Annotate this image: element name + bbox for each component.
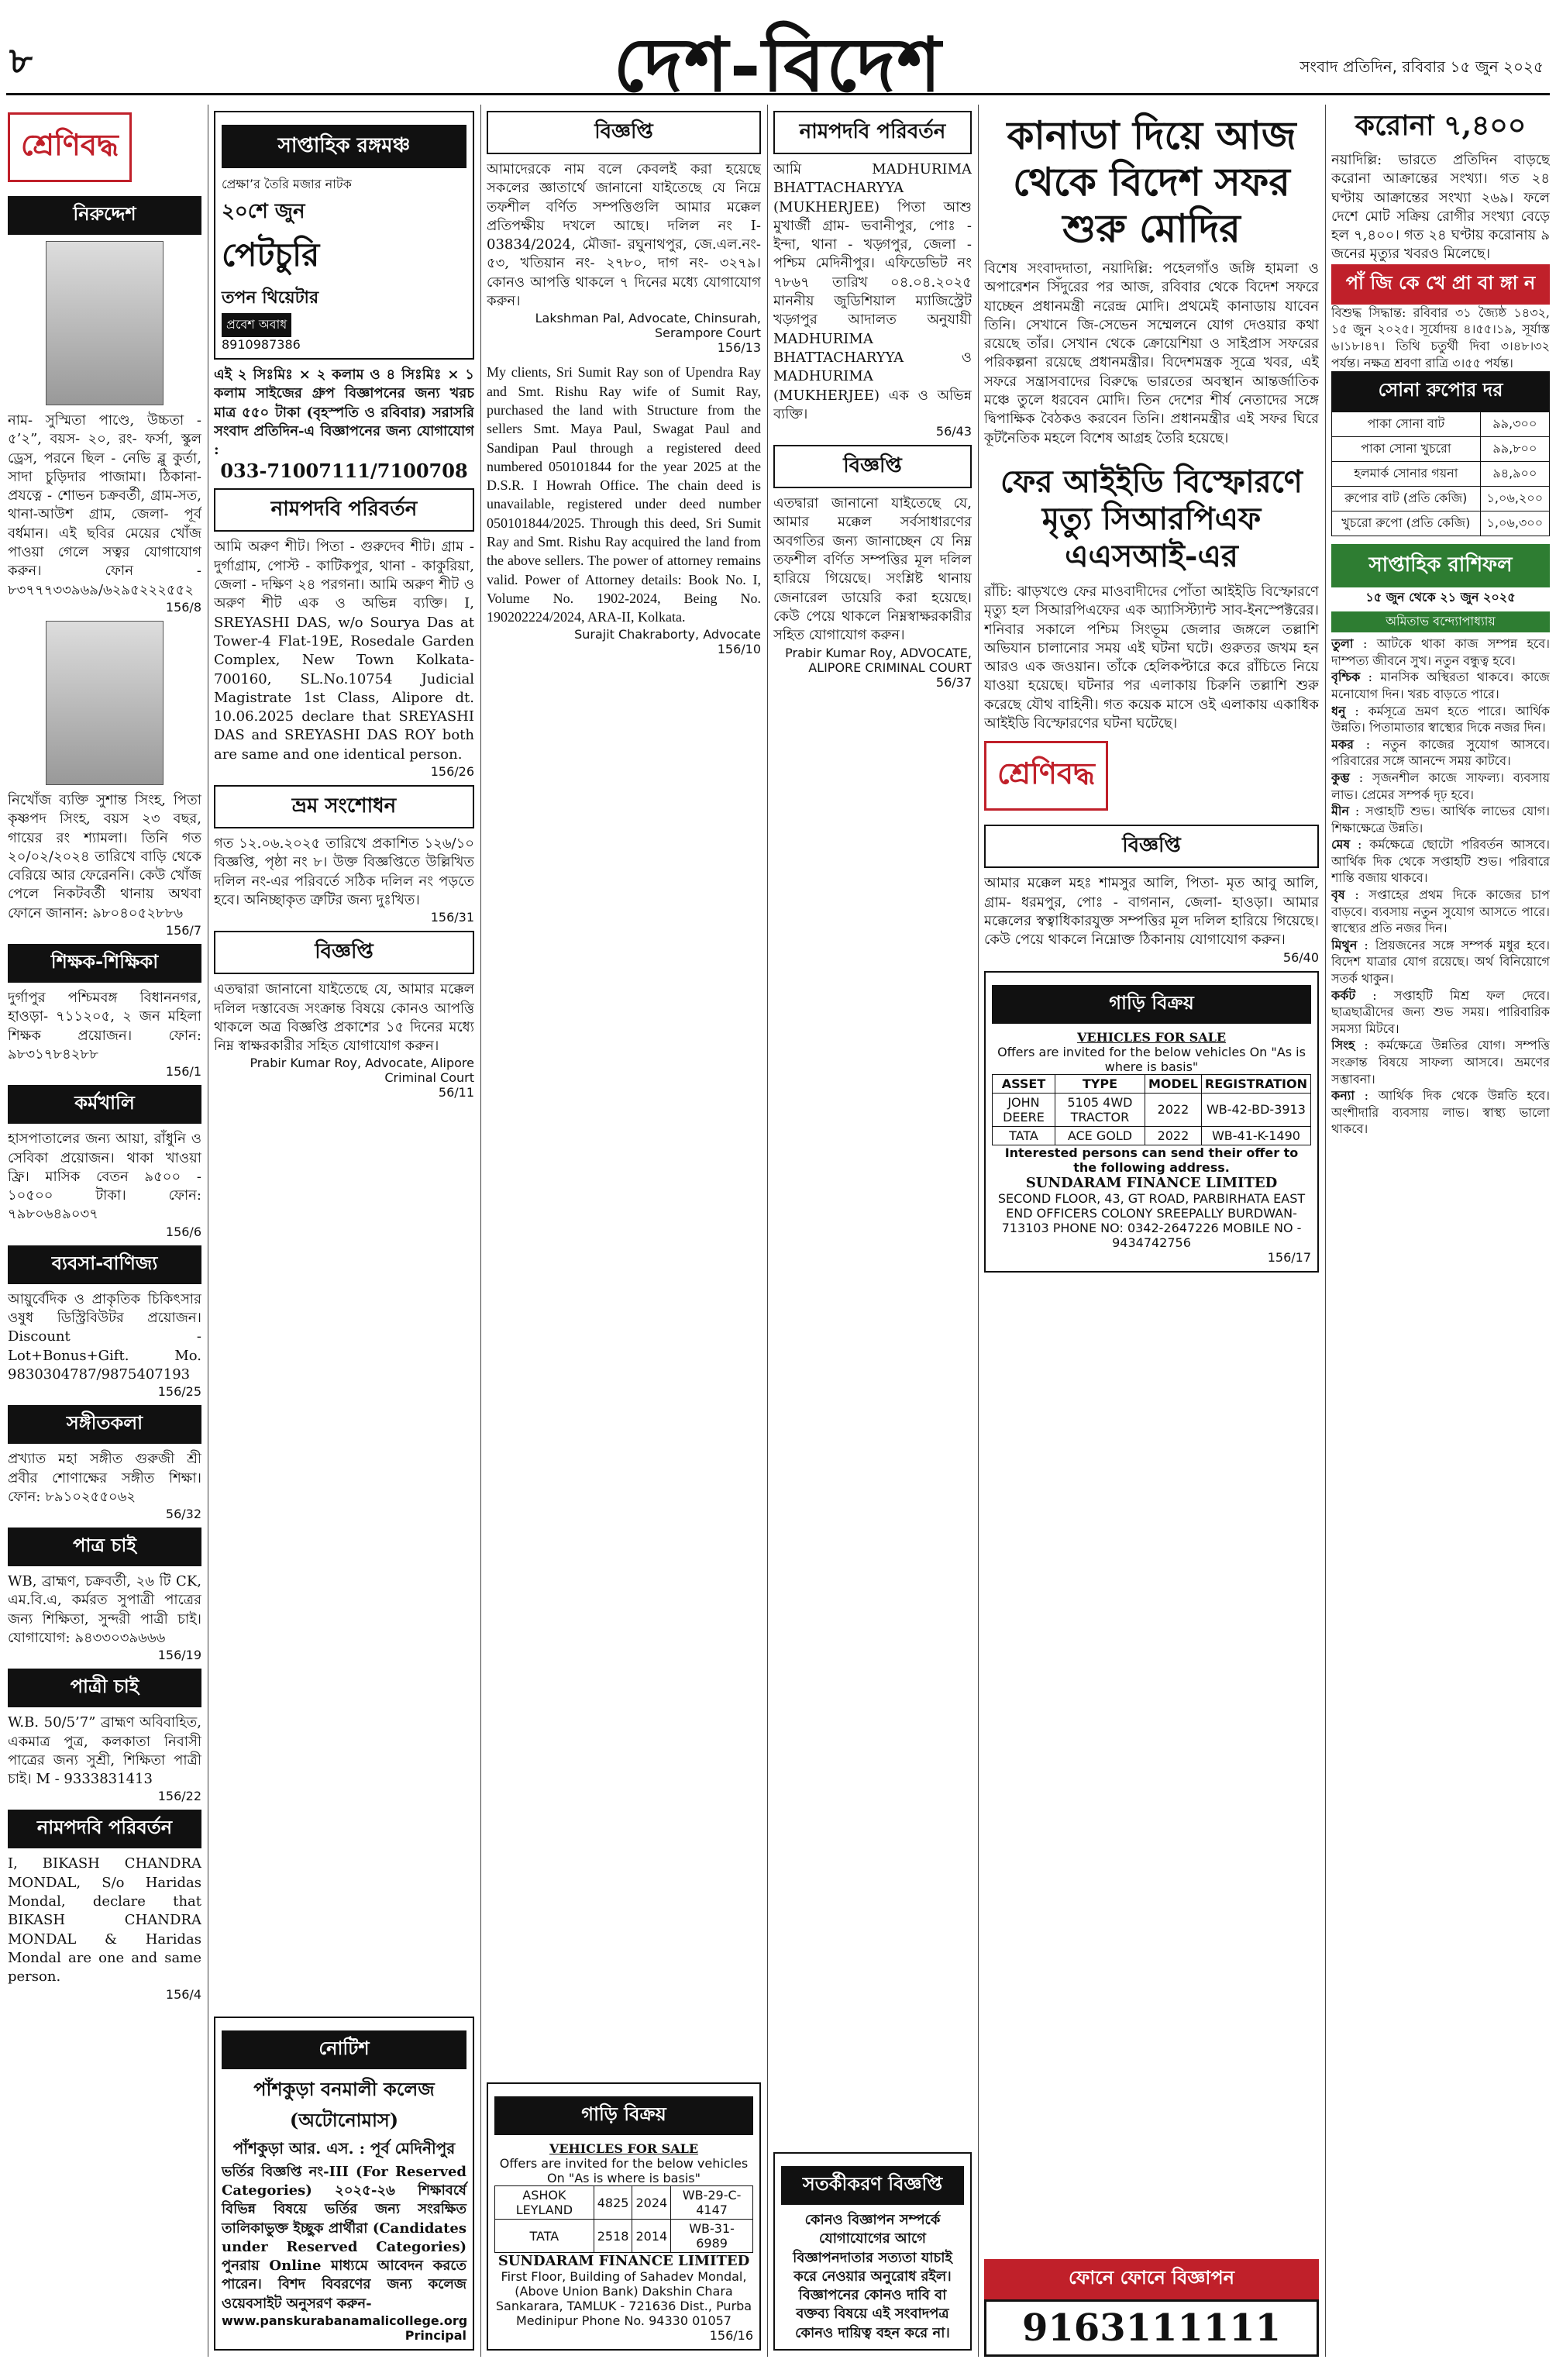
namechange-heading: নামপদবি পরিবর্তন [773, 111, 972, 154]
table-header: TYPE [1055, 1074, 1145, 1093]
table-cell: WB-31-6989 [671, 2220, 753, 2253]
theatre-entry: প্রবেশ অবাধ [222, 313, 291, 337]
dateline: সংবাদ প্রতিদিন, রবিবার ১৫ জুন ২০২৫ [1300, 57, 1544, 76]
table-cell: TATA [495, 2220, 594, 2253]
namechange-heading: নামপদবি পরিবর্তন [214, 488, 474, 532]
sign-text: মানসিক অস্থিরতা থাকবে। কাজে মনোযোগ দিন। খরচ বাড়তে পারে। [1331, 670, 1550, 701]
car-company: SUNDARAM FINANCE LIMITED [1025, 1174, 1278, 1191]
sign-text: কর্মক্ষেত্রে ছোটো পরিবর্তন আসবে। আর্থিক দিক থেকে সপ্তাহটি শুভ। পরিবারে শান্তি বজায় থাকবে। [1331, 837, 1550, 886]
table-cell: 2022 [1145, 1126, 1201, 1145]
table-cell: WB-29-C-4147 [671, 2186, 753, 2220]
car-address: First Floor, Building of Sahadev Mondal, (Above Union Bank) Dakshin Chara Sankarara, TAMLUK - 721636 Dist., Purba Medinipur Phone No. 94330 01057 [495, 2269, 752, 2328]
sign-name: কন্যা [1331, 1088, 1355, 1104]
table-cell: 2518 [594, 2220, 632, 2253]
table-cell: ৯৯,৩০০ [1480, 412, 1549, 437]
story2-headline: ফের আইইডি বিস্ফোরণে মৃত্যু সিআরপিএফ এএসআই-এর [1000, 463, 1303, 574]
horoscope-sign: মিথুন : প্রিয়জনের সঙ্গে সম্পর্ক মধুর হবে। বিদেশ যাত্রার যোগ রয়েছে। অর্থ বিনিয়োগে সতর্ক থাকুন। [1331, 937, 1550, 987]
horoscope-author: অমিতাভ বন্দ্যোপাধ্যায় [1331, 611, 1550, 632]
horoscope-sign: মেষ : কর্মক্ষেত্রে ছোটো পরিবর্তন আসবে। আর্থিক দিক থেকে সপ্তাহটি শুভ। পরিবারে শান্তি বজায় থাকবে। [1331, 837, 1550, 886]
sidebar-column [1331, 105, 1550, 2357]
sign-text: নতুন কাজের সুযোগ আসবে। পরিবারের সঙ্গে আনন্দে সময় কাটবে। [1331, 736, 1550, 769]
lead-story: বিশেষ সংবাদদাতা, নয়াদিল্লি: পহেলগাঁও জঙ্গি হামলা ও অপারেশন সিঁদুরের পর আজ, রবিবার থেকে বিদেশ সফরে যাচ্ছেন প্রধানমন্ত্রী নরেন্দ্র মোদি। প্রথমেই কানাডায় যাবেন তিনি। সেখানে জি-সেভেন সম্মেলনে যোগ দেওয়ার কথা রয়েছে তাঁর। সেখান থেকে ক্রোয়েশিয়া ও সাইপ্রাস সফরের পরিকল্পনা রয়েছে প্রধানমন্ত্রীর। বিদেশমন্ত্রক সূত্রে খবর, এই সফরে সন্ত্রাসবাদের বিরুদ্ধে ভারতের অবস্থান আন্তর্জাতিক মঞ্চে তুলে ধরবেন মোদি। তিন দেশের শীর্ষ নেতাদের সঙ্গে দ্বিপাক্ষিক বৈঠকও করবেন তিনি। প্রধানমন্ত্রীর এই সফর ঘিরে কূটনৈতিক মহলে বিশেষ আগ্রহ তৈরি হয়েছে। [984, 260, 1319, 446]
column-divider [480, 105, 481, 2357]
sign-name: মকর [1331, 736, 1354, 752]
caution-text: কোনও বিজ্ঞাপন সম্পর্কে যোগাযোগের আগে বিজ্ঞাপনদাতার সত্যতা যাচাই করে নেওয়ার অনুরোধ রইল। বিজ্ঞাপনের কোনও দাবি বা বক্তব্য বিষয়ে এই সংবাদপত্র কোনও দায়িত্ব বহন করে না। [793, 2211, 952, 2341]
notices-column-3 [487, 105, 761, 2357]
phone-ad-heading: ফোনে ফোনে বিজ্ঞাপন [984, 2259, 1319, 2299]
tutor-heading: শিক্ষক-শিক্ষিকা [8, 944, 201, 983]
notice-text: আমাদেরকে নাম বলে কেবলই করা হয়েছে সকলের জ্ঞাতার্থে জানানো যাইতেছে যে নিম্নে তফশীল বর্ণিত সম্পত্তিগুলি আমার মক্কেল প্রতিপক্ষীয় দখলে আছে। দলিল নং I-03834/2024, মৌজা- রঘুনাথপুর, জে.এল.নং- ৫৩, খতিয়ান নং- ২৭৮০, দাগ নং- ৩২৭৯। কোনও আপত্তি থাকলে ৭ দিনের মধ্যে যোগাযোগ করুন। [487, 161, 761, 310]
ad-ref: 56/11 [438, 1085, 474, 1100]
namechange-text: আমি MADHURIMA BHATTACHARYYA (MUKHERJEE) পিতা আশু মুখার্জী গ্রাম- ভবানীপুর, পোঃ - ইন্দা, থানা - খড়্গপুর, জেলা - পশ্চিম মেদিনীপুর। এফিডেভিট নং ৭৮৬৭ তারিখ ০৪.০৪.২০২৫ মাননীয় জুডিশিয়াল ম্যাজিস্ট্রেট খড়্গপুর আদালত অনুযায়ী MADHURIMA BHATTACHARYYA ও MADHURIMA (MUKHERJEE) এক ও অভিন্ন ব্যক্তি। [773, 161, 972, 422]
vehicle-table [992, 1074, 1311, 1145]
college-heading: নোটিশ [222, 2030, 466, 2069]
header-rule [6, 93, 1550, 95]
sign-text: সপ্তাহটি মিশ্র ফল দেবে। ছাত্রছাত্রীদের জন্য শুভ সময়। পারিবারিক সমস্যা মিটবে। [1331, 987, 1550, 1036]
table-row [1332, 437, 1550, 462]
page-number: ৮ [9, 40, 33, 81]
missing-heading: নিরুদ্দেশ [8, 196, 201, 235]
table-cell: 4825 [594, 2186, 632, 2220]
vehicle-sale-ad [984, 971, 1319, 1273]
ad-ref: 56/40 [1282, 949, 1319, 965]
college-notice-ad [214, 2017, 474, 2351]
horoscope-sign: মকর : নতুন কাজের সুযোগ আসবে। পরিবারের সঙ্গে আনন্দে সময় কাটবে। [1331, 736, 1550, 769]
car-heading: গাড়ি বিক্রয় [494, 2096, 753, 2135]
car-title: VEHICLES FOR SALE [549, 2141, 699, 2156]
phone-ad [984, 2259, 1319, 2357]
column-divider [1325, 105, 1326, 2357]
car-note: Interested persons can send their offer to the following address. [1004, 1145, 1299, 1175]
notices-column-4 [773, 105, 972, 2357]
vehicle-table [494, 2185, 753, 2253]
sign-name: বৃশ্চিক [1331, 670, 1361, 685]
corona-text: নয়াদিল্লি: ভারতে প্রতিদিন বাড়ছে করোনা আক্রান্তের সংখ্যা। গত ২৪ ঘণ্টায় আক্রান্তের সংখ্যা ২৬৯। ফলে দেশে মোট সক্রিয় রোগীর সংখ্যা বেড়ে হল ৭,৪০০। গত ২৪ ঘণ্টায় করোনায় ৯ জনের মৃত্যুর খবরও মিলেছে। [1331, 152, 1550, 263]
horoscope-sign: কন্যা : আর্থিক দিক থেকে উন্নতি হবে। অংশীদারি ব্যবসায় লাভ। স্বাস্থ্য ভালো থাকবে। [1331, 1088, 1550, 1137]
theatre-venue: তপন থিয়েটার [222, 288, 319, 308]
table-cell: রুপোর বাট (প্রতি কেজি) [1332, 487, 1481, 511]
english-signature: Surajit Chakraborty, Advocate [574, 626, 761, 642]
horoscope-sign: কুম্ভ : সৃজনশীল কাজে সাফল্য। ব্যবসায় লাভ। প্রেমের সম্পর্ক দৃঢ় হবে। [1331, 770, 1550, 802]
sign-name: কর্কট [1331, 987, 1356, 1003]
missing-person-photo [46, 241, 164, 405]
horoscope-heading: সাপ্তাহিক রাশিফল [1331, 544, 1550, 587]
table-row [495, 2220, 753, 2253]
public-caution-notice [773, 2152, 972, 2351]
sign-text: কর্মসূত্রে ভ্রমণ হতে পারে। আর্থিক উন্নতি। পিতামাতার স্বাস্থ্যের দিকে নজর দিন। [1331, 703, 1550, 735]
horoscope-sign: বৃশ্চিক : মানসিক অস্থিরতা থাকবে। কাজে মনোযোগ দিন। খরচ বাড়তে পারে। [1331, 670, 1550, 701]
notice-signature: Prabir Kumar Roy, Advocate, Alipore Criminal Court [250, 1056, 474, 1086]
english-notice: My clients, Sri Sumit Ray son of Upendra Ray and Smt. Rishu Ray wife of Sumit Ray, purchased the land with Structure from the sellers Smt. Maya Paul, Swagat Paul and Sandipan Paul through a registered deed numbered 050101844 for the year 2025 at the D.S.R. I Howrah Office. The chain deed is unavailable, registered under deed number 050101844/2025. Through this deed, Sri Sumit Ray and Smt. Rishu Ray acquired the land from the above sellers. The power of attorney remains valid. Power of Attorney details: Book No. I, Volume No. 1902-2024, Being No. 190202224/2024, ARA-II, Kolkata. [487, 364, 761, 625]
ad-ref: 156/13 [717, 340, 761, 356]
job-text: হাসপাতালের জন্য আয়া, রাঁধুনি ও সেবিকা প্রয়োজন। থাকা খাওয়া ফ্রি। মাসিক বেতন ৯৫০০ - ১০৫০০ টাকা। ফোন: ৭৯৮০৬৪৯০৩৭ [8, 1131, 201, 1223]
table-cell: 2024 [632, 2186, 671, 2220]
table-cell: JOHN DEERE [993, 1093, 1055, 1126]
horoscope-sign: সিংহ : কর্মক্ষেত্রে উন্নতির যোগ। সম্পত্তি সংক্রান্ত বিষয়ে সাফল্য আসবে। ভ্রমণের সম্ভাবনা। [1331, 1038, 1550, 1087]
table-row [495, 2186, 753, 2220]
sign-text: প্রিয়জনের সঙ্গে সম্পর্ক মধুর হবে। বিদেশ যাত্রার যোগ রয়েছে। অর্থ বিনিয়োগে সতর্ক থাকুন। [1331, 937, 1550, 987]
sign-name: মিথুন [1331, 937, 1358, 952]
business-heading: ব্যবসা-বাণিজ্য [8, 1245, 201, 1284]
classified-banner: শ্রেণিবদ্ধ [984, 741, 1108, 811]
car-address: SECOND FLOOR, 43, GT ROAD, PARBIRHATA EAST END OFFICERS COLONY SREEPALLY BURDWAN-713103 PHONE NO: 0342-2647226 MOBILE NO - 9434742756 [997, 1190, 1306, 1250]
table-cell: পাকা সোনা বাট [1332, 412, 1481, 437]
sign-text: আর্থিক দিক থেকে উন্নতি হবে। অংশীদারি ব্যবসায় লাভ। স্বাস্থ্য ভালো থাকবে। [1331, 1088, 1550, 1137]
bride-heading: পাত্রী চাই [8, 1669, 201, 1707]
phone-ad-number[interactable]: 9163111111 [984, 2299, 1319, 2357]
table-cell: 2022 [1145, 1093, 1201, 1126]
car-company: SUNDARAM FINANCE LIMITED [497, 2253, 750, 2269]
college-name: পাঁশকুড়া বনমালী কলেজ (অটোনোমাস) [253, 2077, 435, 2131]
sign-text: সপ্তাহের প্রথম দিকে কাজের চাপ বাড়বে। ব্যবসায় নতুন সুযোগ আসতে পারে। স্বাস্থ্যের প্রতি নজর দিন। [1331, 887, 1550, 936]
car-subtitle: Offers are invited for the below vehicles On "As is where is basis" [997, 1044, 1306, 1074]
namechange-text: I, BIKASH CHANDRA MONDAL, S/o Haridas Mondal, declare that BIKASH CHANDRA MONDAL & Haridas Mondal are one and same person. [8, 1855, 201, 1986]
correction-heading: ভ্রম সংশোধন [214, 785, 474, 828]
classified-column [8, 105, 201, 2357]
correction-text: গত ১২.০৬.২০২৫ তারিখে প্রকাশিত ১২৬/১০ বিজ্ঞপ্তি, পৃষ্ঠা নং ৮। উক্ত বিজ্ঞপ্তিতে উল্লিখিত দলিল নং-এর পরিবর্তে সঠিক দলিল নং পড়তে হবে। অনিচ্ছাকৃত ত্রুটির জন্য দুঃখিত। [214, 835, 474, 908]
job-heading: কর্মখালি [8, 1085, 201, 1124]
caution-heading: সতর্কীকরণ বিজ্ঞপ্তি [781, 2166, 964, 2205]
gold-price-table [1331, 412, 1550, 536]
table-row [993, 1074, 1311, 1093]
college-signature: Principal [404, 2328, 466, 2343]
horoscope-sign: ধনু : কর্মসূত্রে ভ্রমণ হতে পারে। আর্থিক উন্নতি। পিতামাতার স্বাস্থ্যের দিকে নজর দিন। [1331, 703, 1550, 735]
news-column [984, 105, 1319, 2357]
ad-ref: 156/4 [165, 1986, 201, 2002]
table-cell: খুচরো রুপো (প্রতি কেজি) [1332, 511, 1481, 536]
vehicle-sale-ad [487, 2082, 761, 2351]
table-row [1332, 511, 1550, 536]
missing-text: নিখোঁজ ব্যক্তি সুশান্ত সিংহ, পিতা কৃষ্ণপদ সিংহ, বয়স ২৩ বছর, গায়ের রং শ্যামলা। তিনি গত ২০/০২/২০২৪ তারিখে বাড়ি থেকে বেরিয়ে আর ফেরেননি। কেউ খোঁজ পেলে নিকটবর্তী থানায় অথবা ফোনে জানান: ৯৮০৪০৫২৮৮৬ [8, 791, 201, 921]
classified-banner: শ্রেণিবদ্ধ [8, 112, 132, 182]
sign-text: আটকে থাকা কাজ সম্পন্ন হবে। দাম্পত্য জীবনে সুখ। নতুন বন্ধুত্ব হবে। [1331, 636, 1550, 668]
theatre-group: প্রেক্ষা’র তৈরি মজার নাটক [222, 177, 352, 191]
corona-headline: করোনা ৭,৪০০ [1355, 109, 1527, 142]
notice-heading: বিজ্ঞপ্তি [487, 111, 761, 154]
ad-ref: 156/25 [157, 1384, 201, 1400]
rate-phone: 033-71007111/7100708 [220, 460, 468, 483]
sign-text: কর্মক্ষেত্রে উন্নতির যোগ। সম্পত্তি সংক্রান্ত বিষয়ে সাফল্য আসবে। ভ্রমণের সম্ভাবনা। [1331, 1038, 1550, 1087]
table-cell: ৯৯,৮০০ [1480, 437, 1549, 462]
sign-text: সৃজনশীল কাজে সাফল্য। ব্যবসায় লাভ। প্রেমের সম্পর্ক দৃঢ় হবে। [1331, 770, 1550, 802]
table-cell: 2014 [632, 2220, 671, 2253]
table-cell: 5105 4WD TRACTOR [1055, 1093, 1145, 1126]
section-masthead: দেশ-বিদেশ [613, 21, 943, 108]
rate-text: এই ২ সিঃমিঃ × ২ কলাম ও ৪ সিঃমিঃ × ১ কলাম সাইজের গ্রুপ বিজ্ঞাপনের জন্য খরচ মাত্র ৫৫০ টাকা (বৃহস্পতি ও রবিবার) সরাসরি সংবাদ প্রতিদিন-এ বিজ্ঞাপনের জন্য যোগাযোগ : [214, 367, 474, 459]
theatre-title: পেটচুরি [222, 236, 320, 274]
theatre-date: ২০শে জুন [222, 200, 305, 223]
ad-ref: 156/10 [717, 641, 761, 656]
table-header: REGISTRATION [1201, 1074, 1310, 1093]
ad-ref: 156/26 [430, 764, 474, 780]
table-cell: ১,০৬,২০০ [1480, 487, 1549, 511]
table-header: ASSET [993, 1074, 1055, 1093]
table-row [993, 1093, 1311, 1126]
theatre-ad [214, 111, 474, 360]
ad-ref: 156/7 [165, 923, 201, 939]
ad-ref: 56/43 [935, 424, 972, 439]
gold-price-heading: সোনা রুপোর দর [1331, 371, 1550, 412]
business-text: আয়ুর্বেদিক ও প্রাকৃতিক চিকিৎসার ওষুধ ডিস্ট্রিবিউটর প্রয়োজন। Discount - Lot+Bonus+Gift. Mo. 9830304787/9875407193 [8, 1290, 201, 1383]
sign-name: মীন [1331, 804, 1350, 819]
groom-text: WB, ব্রাহ্মণ, চক্রবর্তী, ২৬ টি CK, এম.বি.এ, কর্মরত সুপাত্রী পাত্রের জন্য শিক্ষিতা, সুন্দরী পাত্রী চাই। যোগাযোগ: ৯৪৩৩০৩৯৬৬৬ [8, 1573, 201, 1646]
namechange-heading: নামপদবি পরিবর্তন [8, 1810, 201, 1848]
horoscope-dates: ১৫ জুন থেকে ২১ জুন ২০২৫ [1365, 590, 1516, 605]
tutor-text: দুর্গাপুর পশ্চিমবঙ্গ বিধাননগর, হাওড়া- ৭১১২০৫, ২ জন মহিলা শিক্ষক প্রয়োজন। ফোন: ৯৮৩১৭৮৪২৮৮ [8, 990, 201, 1063]
panjika-text: বিশুদ্ধ সিদ্ধান্ত: রবিবার ৩১ জ্যৈষ্ঠ ১৪৩২, ১৫ জুন ২০২৫। সূর্যোদয় ৪।৫৫।১৯, সূর্যাস্ত ৬।১৮।৪৭। তিথি চতুর্থী দিবা ৩।৪৮।৩২ পর্যন্ত। নক্ষত্র শ্রবণা রাত্রি ৩।৫৫ পর্যন্ত। [1331, 305, 1550, 370]
table-cell: TATA [993, 1126, 1055, 1145]
theatre-heading: সাপ্তাহিক রঙ্গমঞ্চ [222, 125, 466, 168]
sign-text: সপ্তাহটি শুভ। আর্থিক লাভের যোগ। শিক্ষাক্ষেত্রে উন্নতি। [1331, 804, 1550, 835]
theatre-phone: 8910987386 [222, 337, 301, 352]
college-address: পাঁশকুড়া আর. এস. : পূর্ব মেদিনীপুর [232, 2138, 456, 2158]
horoscope-sign: মীন : সপ্তাহটি শুভ। আর্থিক লাভের যোগ। শিক্ষাক্ষেত্রে উন্নতি। [1331, 804, 1550, 835]
horoscope-sign: তুলা : আটকে থাকা কাজ সম্পন্ন হবে। দাম্পত্য জীবনে সুখ। নতুন বন্ধুত্ব হবে। [1331, 636, 1550, 668]
lead-headline: কানাডা দিয়ে আজ থেকে বিদেশ সফর শুরু মোদির [1007, 112, 1296, 251]
ad-ref: 56/37 [935, 674, 972, 690]
notice-heading: বিজ্ঞপ্তি [214, 931, 474, 974]
column-divider [978, 105, 979, 2357]
notice-signature: Lakshman Pal, Advocate, Chinsurah, Serampore Court [535, 311, 761, 341]
table-cell: WB-42-BD-3913 [1201, 1093, 1310, 1126]
music-text: প্রখ্যাত মহা সঙ্গীত গুরুজী শ্রী প্রবীর শোণাক্ষের সঙ্গীত শিক্ষা। ফোন: ৮৯১০২৫৫০৬২ [8, 1451, 201, 1505]
ad-ref: 156/22 [157, 1789, 201, 1804]
panjika-heading: পাঁ জি কে খে প্রা বা ঙ্গা ন [1331, 264, 1550, 305]
notices-column-2 [214, 105, 474, 2357]
column-divider [767, 105, 768, 2357]
missing-person-photo [46, 621, 164, 785]
horoscope-sign: বৃষ : সপ্তাহের প্রথম দিকে কাজের চাপ বাড়বে। ব্যবসায় নতুন সুযোগ আসতে পারে। স্বাস্থ্যের প্রতি নজর দিন। [1331, 887, 1550, 936]
notice-text: আমার মক্কেল মহঃ শামসুর আলি, পিতা- মৃত আবু আলি, গ্রাম- ধরমপুর, পোঃ - বাগনান, জেলা- হাওড়া। আমার মক্কেলের স্বত্বাধিকারযুক্ত সম্পত্তির মূল দলিল হারিয়ে গিয়েছে। কেউ পেয়ে থাকলে নিম্নোক্ত ঠিকানায় যোগাযোগ করুন। [984, 875, 1319, 949]
notice-heading: বিজ্ঞপ্তি [773, 445, 972, 488]
missing-text: নাম- সুস্মিতা পাণ্ডে, উচ্চতা - ৫’২”, বয়স- ২০, রং- ফর্সা, স্কুল ড্রেস, পরনে ছিল - নেভি ব্লু কুর্তা, সাদা চুড়িদার পাজামা। ঠিকানা- প্রযত্নে - শোভন চক্রবর্তী, গ্রাম-সত, থানা-আউশ গ্রাম, জেলা- পূর্ব বর্ধমান। এই ছবির মেয়ের খোঁজ পাওয়া গেলে সত্বর যোগাযোগ করুন। ফোন - ৮৩৭৭৭৩৩৯৬৯/৬২৯৫২২২৫৫২ [8, 412, 201, 598]
car-subtitle: Offers are invited for the below vehicles On "As is where is basis" [499, 2156, 749, 2185]
table-cell: পাকা সোনা খুচরো [1332, 437, 1481, 462]
ad-ref: 156/19 [157, 1648, 201, 1663]
sign-name: তুলা [1331, 636, 1354, 652]
table-row [1332, 487, 1550, 511]
table-cell: ACE GOLD [1055, 1126, 1145, 1145]
ad-ref: 156/17 [1267, 1249, 1311, 1265]
ad-ref: 156/8 [165, 599, 201, 615]
story2-text: রাঁচি: ঝাড়খণ্ডে ফের মাওবাদীদের পোঁতা আইইডি বিস্ফোরণে মৃত্যু হল সিআরপিএফের এক অ্যাসিস্ট্যান্ট সাব-ইনস্পেক্টরের। শনিবার সকালে পশ্চিম সিংভূম জেলার জঙ্গলে তল্লাশি অভিযান চালানোর সময় এই ঘটনা ঘটে। গুরুতর জখম হন আরও এক জওয়ান। তাঁকে হেলিকপ্টারে করে রাঁচিতে নিয়ে যাওয়া হয়েছে। ঘটনার পর এলাকায় চিরুনি তল্লাশি শুরু করেছে যৌথ বাহিনী। গত কয়েক মাসে ওই এলাকায় একাধিক আইইডি বিস্ফোরণের ঘটনা ঘটেছে। [984, 583, 1319, 732]
bride-text: W.B. 50/5’7” ব্রাহ্মণ অবিবাহিত, একমাত্র পুত্র, কলকাতা নিবাসী পাত্রের জন্য সুশ্রী, শিক্ষিতা পাত্রী চাই। M - 9333831413 [8, 1714, 201, 1788]
groom-heading: পাত্র চাই [8, 1528, 201, 1566]
horoscope-sign: কর্কট : সপ্তাহটি মিশ্র ফল দেবে। ছাত্রছাত্রীদের জন্য শুভ সময়। পারিবারিক সমস্যা মিটবে। [1331, 987, 1550, 1036]
table-header: MODEL [1145, 1074, 1201, 1093]
table-cell: WB-41-K-1490 [1201, 1126, 1310, 1145]
table-cell: হলমার্ক সোনার গয়না [1332, 462, 1481, 487]
ad-ref: 56/32 [165, 1507, 201, 1522]
table-cell: ১,০৬,৩০০ [1480, 511, 1549, 536]
table-cell: ASHOK LEYLAND [495, 2186, 594, 2220]
car-title: VEHICLES FOR SALE [1076, 1029, 1227, 1045]
notice-heading: বিজ্ঞপ্তি [984, 825, 1319, 868]
ad-ref: 156/1 [165, 1064, 201, 1080]
table-row [1332, 462, 1550, 487]
sign-name: কুম্ভ [1331, 770, 1350, 785]
car-heading: গাড়ি বিক্রয় [992, 985, 1311, 1024]
music-heading: সঙ্গীতকলা [8, 1405, 201, 1444]
ad-ref: 156/6 [165, 1224, 201, 1239]
table-row [1332, 412, 1550, 437]
sign-name: সিংহ [1331, 1038, 1355, 1053]
table-row [993, 1126, 1311, 1145]
college-website[interactable]: www.panskurabanamalicollege.org [222, 2313, 468, 2328]
sign-name: ধনু [1331, 703, 1346, 718]
table-cell: ৯৪,৯০০ [1480, 462, 1549, 487]
sign-name: বৃষ [1331, 887, 1345, 903]
notice-text: এতদ্বারা জানানো যাইতেছে যে, আমার মক্কেল দলিল দস্তাবেজ সংক্রান্ত বিষয়ে কোনও আপত্তি থাকলে অত্র বিজ্ঞপ্তি প্রকাশের ১৫ দিনের মধ্যে নিম্ন স্বাক্ষরকারীর সহিত যোগাযোগ করুন। [214, 981, 474, 1055]
sign-name: মেষ [1331, 837, 1351, 852]
notice-signature: Prabir Kumar Roy, ADVOCATE, ALIPORE CRIMINAL COURT [785, 645, 972, 675]
ad-ref: 156/16 [709, 2328, 753, 2343]
namechange-text: আমি অরুণ শীট। পিতা - গুরুদেব শীট। গ্রাম - দুর্গাগ্রাম, পোস্ট - কাটিকপুর, থানা - কাকুরিয়া, জেলা - দক্ষিণ ২৪ পরগনা। আমি অরুণ শীট ও অরুণ শীট এক ও অভিন্ন ব্যক্তি। I, SREYASHI DAS, w/o Sourya Das at Tower-4 Flat-19E, Rosedale Garden Complex, New Town Kolkata-700160, SL.No.10754 Judicial Magistrate 1st Class, Alipore dt. 10.06.2025 declare that SREYASHI DAS and SREYASHI DAS ROY both are same and one identical person. [214, 539, 474, 763]
notice-text: এতদ্বারা জানানো যাইতেছে যে, আমার মক্কেল সর্বসাধারণের অবগতির জন্য জানাচ্ছেন যে নিম্ন তফশীল বর্ণিত সম্পত্তির মূল দলিল হারিয়ে গিয়েছে। সংশ্লিষ্ট থানায় জেনারেল ডায়েরি করা হয়েছে। কেউ পেয়ে থাকলে নিম্নস্বাক্ষরকারীর সহিত যোগাযোগ করুন। [773, 495, 972, 644]
ad-ref: 156/31 [430, 910, 474, 925]
college-notice-text: ভর্তির বিজ্ঞপ্তি নং-III (For Reserved Categories) ২০২৫-২৬ শিক্ষাবর্ষে বিভিন্ন বিষয়ে ভর্তির জন্য সংরক্ষিত তালিকাভুক্ত ইচ্ছুক প্রার্থীরা (Candidates under Reserved Categories) পুনরায় Online মাধ্যমে আবেদন করতে পারেন। বিশদ বিবরণের জন্য কলেজ ওয়েবসাইট অনুসরণ করুন- [222, 2163, 466, 2312]
